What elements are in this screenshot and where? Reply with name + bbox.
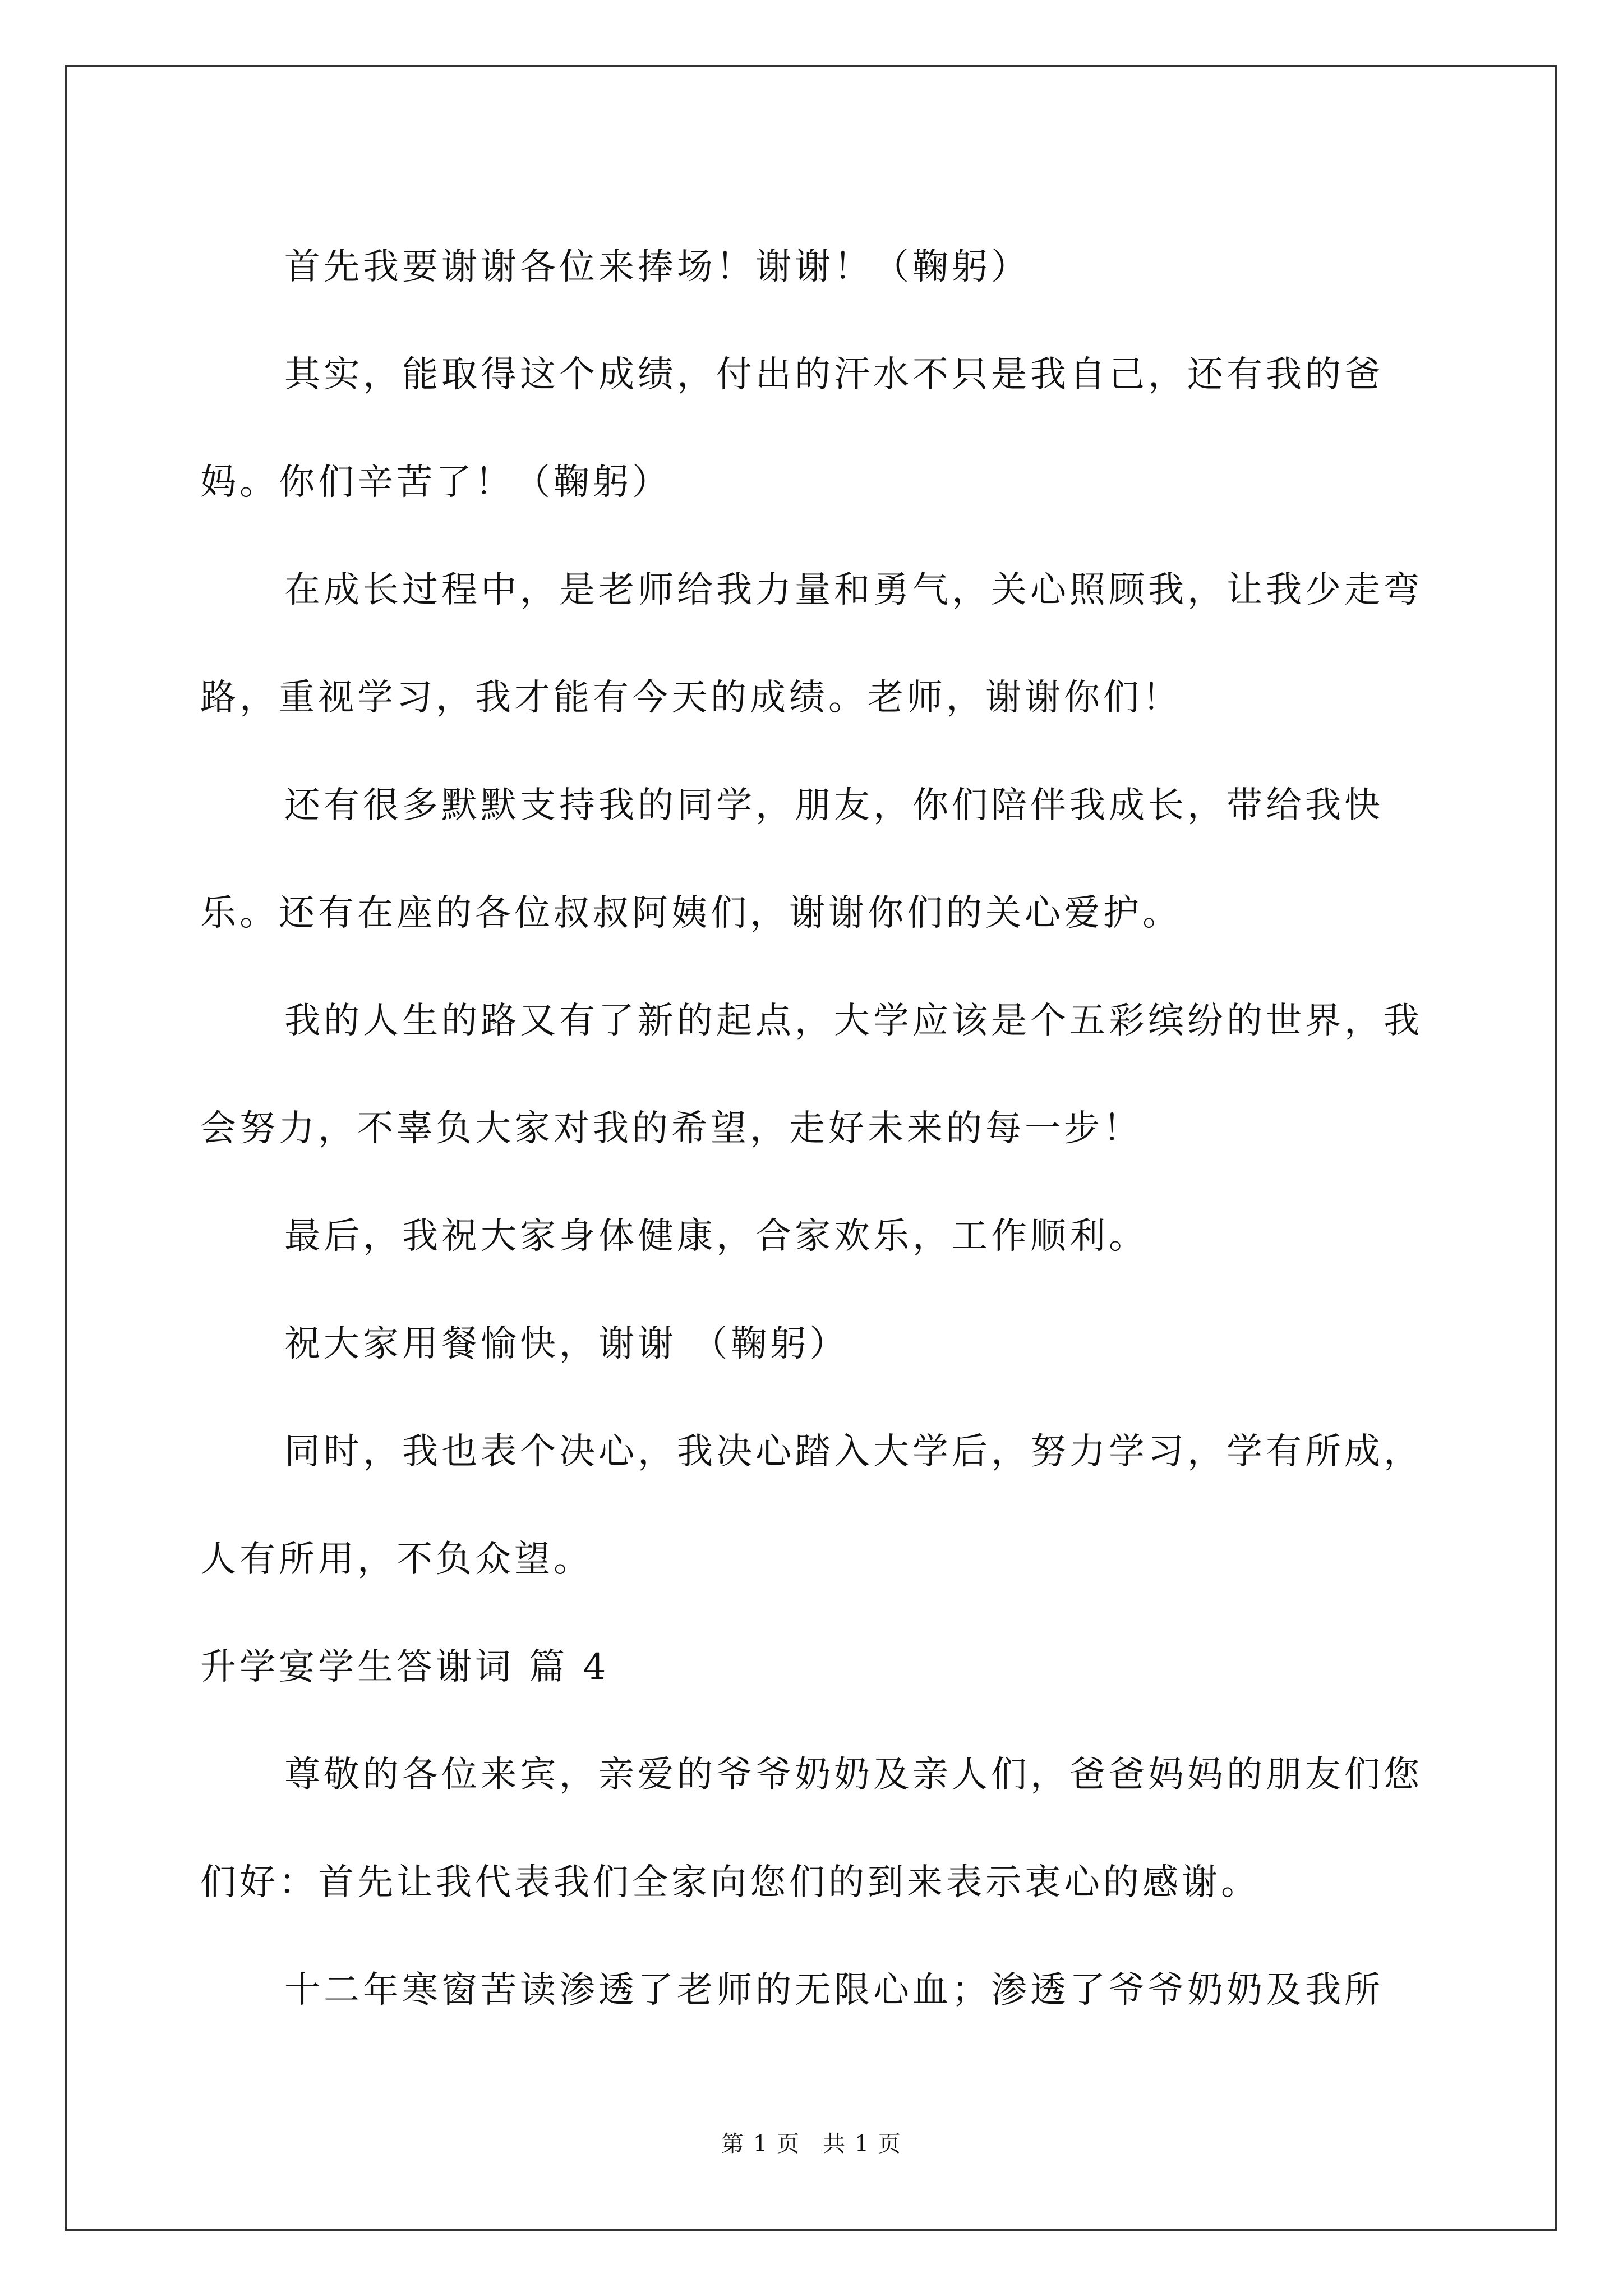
paragraph: 其实，能取得这个成绩，付出的汗水不只是我自己，还有我的爸妈。你们辛苦了！（鞠躬） [200,354,1384,503]
paragraph: 在成长过程中，是老师给我力量和勇气，关心照顾我，让我少走弯路，重视学习，我才能有今天的成绩。老师，谢谢你们！ [200,569,1423,719]
page-number: 第 1 页 [721,2131,800,2157]
paragraph: 我的人生的路又有了新的起点，大学应该是个五彩缤纷的世界，我会努力，不辜负大家对我的希望，走好未来的每一步！ [200,1000,1423,1149]
paragraph: 首先我要谢谢各位来捧场！谢谢！（鞠躬） [284,246,1030,288]
paragraph: 十二年寒窗苦读渗透了老师的无限心血；渗透了爷爷奶奶及我所 [284,1970,1384,2011]
paragraph: 尊敬的各位来宾，亲爱的爷爷奶奶及亲人们，爸爸妈妈的朋友们您们好：首先让我代表我们全家向您们的到来表示衷心的感谢。 [200,1754,1423,1903]
document-body [200,213,1434,2044]
paragraph: 祝大家用餐愉快，谢谢 （鞠躬） [284,1323,849,1365]
page-total: 共 1 页 [823,2131,902,2157]
paragraph: 还有很多默默支持我的同学，朋友，你们陪伴我成长，带给我快乐。还有在座的各位叔叔阿姨们，谢谢你们的关心爱护。 [200,785,1384,934]
paragraph: 同时，我也表个决心，我决心踏入大学后，努力学习，学有所成，人有所用，不负众望。 [200,1431,1423,1580]
page-footer [0,2126,1623,2158]
paragraph: 最后，我祝大家身体健康，合家欢乐，工作顺利。 [284,1216,1148,1257]
section-heading: 升学宴学生答谢词 篇 4 [200,1646,610,1688]
